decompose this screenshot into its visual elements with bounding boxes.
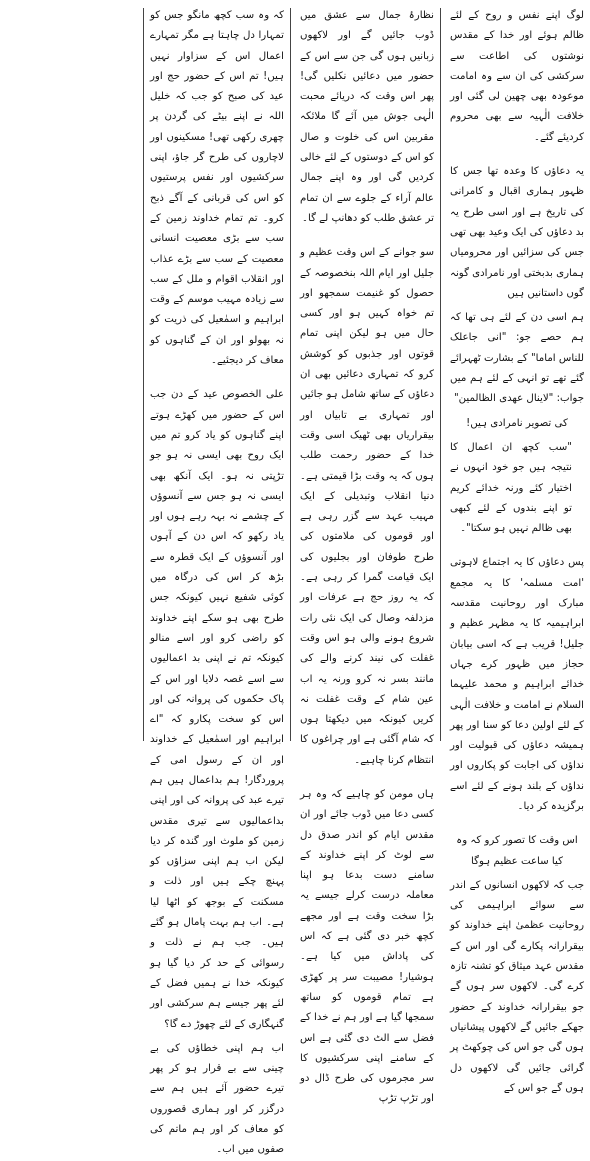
section-heading: اس وقت کا تصور کرو کہ وہ کیا ساعت عظیم ہوگا [456, 835, 578, 867]
column-divider [440, 8, 441, 741]
paragraph: نظارۂ جمال سے عشق میں ڈوب جائیں گے اور لاکھوں زبانیں ہوں گی جن سے اس کے حضور میں دعائیں نکلیں گی! پھر اس وقت کہ دریائے محبت الٰہی جوش میں آئے گا ملائکہ مقربین اس کی خلوت و صال کو اس کے دوستوں کے لئے خالی کردیں گی اور وہ اپنے جمال عالم آراء کے جلوے سے ان تمام تر عشق طلب کو دھانپ لے گا۔ [300, 10, 434, 224]
paragraph: کہ وہ سب کچھ مانگو جس کو تمہارا دل چاہتا ہے مگر تمہارے اعمال اس کے سزاوار نہیں ہیں! تم اس کے حضور حج اور عید کی صبح کو جب کہ خلیل اللہ نے اپنے بیٹے کی گردن پر چھری رکھی تھی! مسکینوں اور لاچاروں کی طرح گر جاؤ، اپنی سرکشیوں اور نفس پرستیوں کو اس کی قربانی کے آگے ذبح کرو۔ تم تمام خداوند زمین کے سب سے بڑی معصیت انسانی معصیت کے سب سے بڑے عذاب اور انقلاب اقوام و ملل کے سب سے زیادہ مہیب موسم کے وقت ابراہیم و اسمٰعیل کی ذریت کو نہ بھولو اور ان کے گناہوں کو معاف کر دیجئیے۔ [150, 10, 284, 367]
paragraph: اب ہم اپنی خطاؤں کی بے چینی سے بے قرار ہو کر پھر تیرے حضور آئے ہیں ہم سے درگزر کر اور ہماری قصوروں کو معاف کر اور ہم ماتم کی صفوں میں اب۔ [150, 1042, 284, 1156]
paragraph: کی تصویر نامرادی ہیں! [466, 417, 568, 429]
paragraph: ہاں مومن کو چاہیے کہ وہ ہر کسی دعا میں ڈوب جائے اور ان مقدس ایام کو اندر صدق دل سے لوٹ کر اپنے خداوند کے سامنے دست بدعا ہو اپنا معاملہ درست کرلے جیسے یہ بڑا سخت وقت ہے اور مجھے کچھ خبر دی گئی ہے کہ اس کی پاداش میں کیا ہے۔ ہوشیار! مصیبت سر پر کھڑی ہے تمام قوموں کو ساتھ سمجھا گیا ہے اور ہم نے خدا کے فضل سے الٹ دی گئی ہے اس کے سامنے اپنی سرکشیوں کا سر مجرموں کی طرح ڈال دو اور تڑپ تڑپ [300, 788, 434, 1105]
paragraph: یہ دعاؤں کا وعدہ تھا جس کا ظہور ہماری اقبال و کامرانی کی تاریخ ہے اور اسی طرح یہ بد دعاؤں کی ایک وعید بھی تھی جس کی سزائیں اور محرومیاں ہماری بدبختی اور نامرادی گونہ گوں داستانیں ہیں [450, 166, 584, 299]
text-column-1 [450, 6, 584, 1094]
text-column-4 [4, 6, 138, 743]
quote: "سب کچھ ان اعمال کا نتیجہ ہیں جو خود انہوں نے اختیار کئے ورنہ خدائے کریم تو اپنے بندوں کے لئے کبھی بھی ظالم نہیں ہو سکتا"۔ [450, 441, 572, 535]
column-divider [143, 8, 144, 741]
paragraph: پس دعاؤں کا یہ اجتماع لاہوتی 'امت مسلمہ' کا یہ مجمع مبارک اور روحانیت مقدسہ ابراہیمیہ کا یہ مظہر عظیم و جلیل! قریب ہے کہ اسی بیابان حجاز میں ظہور کرے جہاں خدائے ابراہیم و محمد علیہما السلام نے امامت و خلافت الٰہی کے لئے اولین دعا کو سنا اور پھر ہمیشہ دعاؤں کی قبولیت اور نداؤں کی اجابت کو پکاروں اور نداؤں کے بلند ہونے کے لئے اسے برگزیدہ کر دیا۔ [450, 557, 584, 812]
paragraph: ہم اسی دن کے لئے ہی تھا کہ ہم حصے جو: "انی جاعلک للناس اماما" کے بشارت ٹھہرائے گئے تھے تو انہی کے لئے ہم میں جواب: "لاینال عھدی الظالمین" [450, 312, 584, 405]
paragraph: سو جوانے کے اس وقت عظیم و جلیل اور ایام اللہ بنخصوصہ کے حصول کو غنیمت سمجھو اور تم خواہ کہیں ہو اور کسی حال میں ہو لیکن اپنی تمام قوتوں اور جذبوں کو کوشش کرو کہ تمہاری دعائیں بھی ان دعاؤں کے ساتھ شامل ہو جائیں اور تمہاری بے تابیاں اور بیقراریاں بھی ٹھیک اسی وقت خدا کے حضور رحمت طلب ہوں کہ یہ وقت بڑا قیمتی ہے۔ دنیا انقلاب وتبدیلی کے ایک مہیب عہد سے گزر رہی ہے اور قوموں کی ملامتوں کی طرح طوفان اور بجلیوں کی ایک قیامت گمرا کر رہی ہے۔ کہ یہ روز حج ہے عرفات اور مزدلفہ وصال کی ایک نئی رات شروع ہونے والی ہو اس وقت غفلت کی نیند کرنے والے کی مانند بسر نہ کرو ورنہ یہ اب عین شام کے وقت غفلت نہ کریں کیونکہ میں دیکھتا ہوں کہ شام آگئی ہے اور چراغوں کا انتظام کرنا چاہیے۔ [300, 247, 434, 766]
text-column-3 [150, 6, 284, 1156]
paragraph: جب کہ لاکھوں انسانوں کے اندر سے سوائے ابراہیمی کی روحانیت عظمیٰ اپنے خداوند کو بیقرارانہ پکارے گی اور اس کے مقدس عہد میثاق کو تشنہ تازہ کرے گی۔ لاکھوں سر ہوں گے جو بیقرارانہ خداوند کے حضور جھکے جائیں گے لاکھوں پیشانیاں ہوں گی جو اس کی چوکھٹ پر گرائی جائیں گی لاکھوں دل ہوں گے جو اس کے [450, 879, 584, 1094]
paragraph: لوگ اپنے نفس و روح کے لئے ظالم ہوئے اور خدا کے مقدس نوشتوں کی اطاعت سے سرکشی کی ان سے وہ امامت موعودہ بھی چھین لی گئی اور خلافت الٰہیہ سے بھی محروم کردیئے گئے۔ [450, 10, 584, 143]
paragraph: علی الخصوص عید کے دن جب اس کے حضور میں کھڑے ہوتے اپنے گناہوں کو یاد کرو تم میں ایک روح بھی ایسی نہ ہو جو تڑپتی نہ ہو۔ ایک آنکھ بھی ایسی نہ ہو جس سے آنسوؤں کے چشمے نہ بہہ رہے ہوں اور یاد رکھو کہ اس دن کے آہوں اور آنسوؤں کے ایک قطرہ سے بڑھ کر اس کی درگاہ میں کوئی شفیع نہیں کیونکہ جس طرح بھی ہو سکے اپنے خداوند کو راضی کرو اور اسے منالو کیونکہ تم نے اپنی بد اعمالیوں سے اسے غصہ دلایا اور اس کے پاک حکموں کی پروانہ کی اور اس کو سخت پکارو کہ "اے ابراہیم اور اسمٰعیل کے خداوند اور ان کے رسول امی کے پروردگار! ہم بداعمال ہیں ہم تیرے عبد کی پروانہ کی اور اپنی بداعمالیوں سے تیری مقدس زمین کو ملوث اور گندہ کر دیا لیکن اب ہم اپنی سزاؤں کو پہنچ چکے ہیں اور ذلت و مسکنت کے بوجھ کو اٹھا لیا ہے۔ اب ہم بہت پامال ہو گئے ہیں۔ جب ہم نے ذلت و رسوائی کے حد کر دیا گیا ہو کیونکہ خدا نے ہمیں فضل کے لئے پھر جیسے ہم سرکشی اور گنہگاری کے لئے چھوڑ دے گا؟ [150, 389, 284, 1030]
text-column-2 [300, 6, 434, 1105]
column-divider [290, 8, 291, 741]
